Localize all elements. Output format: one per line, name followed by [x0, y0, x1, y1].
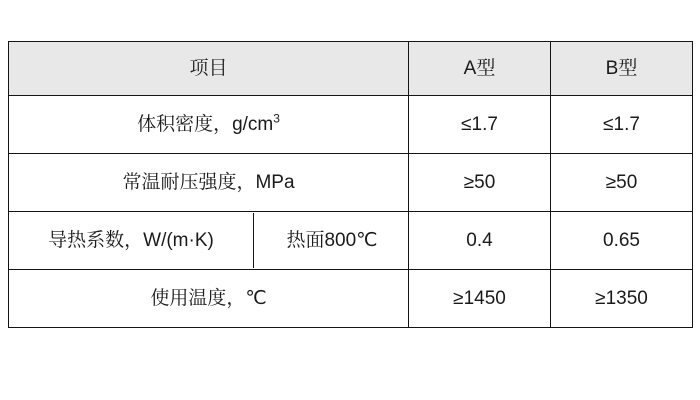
cell-item-compressive-strength: 常温耐压强度，MPa: [9, 154, 409, 212]
item-label-thermal-conductivity: 导热系数，W/(m·K): [9, 213, 254, 268]
header-cell-type-b: B型: [551, 42, 693, 96]
cell-service-temperature-type-b: ≥1350: [551, 270, 693, 328]
specification-table: [8, 41, 693, 328]
header-cell-item: 项目: [9, 42, 409, 96]
thermal-conductivity-split: [9, 213, 410, 268]
cell-item-thermal-conductivity: [9, 212, 409, 270]
cell-service-temperature-type-a: ≥1450: [409, 270, 551, 328]
cell-density-type-a: ≤1.7: [409, 96, 551, 154]
item-label-hot-face-temp: 热面800℃: [254, 213, 411, 268]
cell-density-type-b: ≤1.7: [551, 96, 693, 154]
cell-compressive-strength-type-b: ≥50: [551, 154, 693, 212]
cell-item-density: [9, 96, 409, 154]
item-label-density: 体积密度，g/cm: [137, 113, 274, 135]
cell-thermal-conductivity-type-a: 0.4: [409, 212, 551, 270]
table-header-row: [9, 42, 693, 96]
header-cell-type-a: A型: [409, 42, 551, 96]
cell-compressive-strength-type-a: ≥50: [409, 154, 551, 212]
table-row: [9, 212, 693, 270]
cell-thermal-conductivity-type-b: 0.65: [551, 212, 693, 270]
table-row: [9, 154, 693, 212]
table-row: [9, 270, 693, 328]
table-row: [9, 96, 693, 154]
item-superscript-density: 3: [273, 111, 280, 126]
cell-item-service-temperature: 使用温度，℃: [9, 270, 409, 328]
